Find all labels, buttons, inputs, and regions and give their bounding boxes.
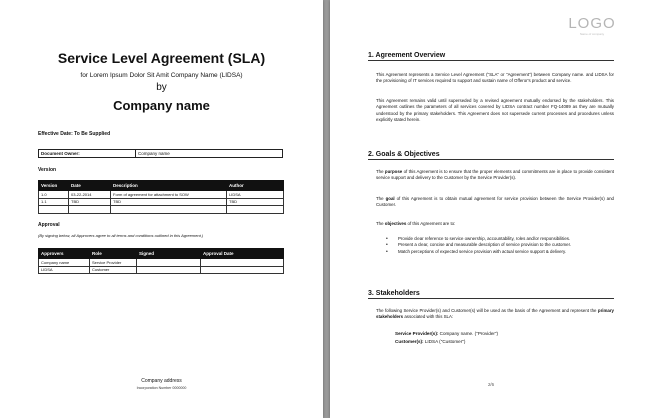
customer-line: Customer(s): LIDSA ("Customer") — [395, 339, 466, 344]
table-cell: TBD — [227, 198, 284, 206]
table-cell — [201, 266, 284, 274]
table-header-row — [39, 181, 284, 191]
table-cell: 03-22-2014 — [69, 191, 111, 199]
table-cell — [111, 206, 227, 214]
table-cell: TBD — [69, 198, 111, 206]
table-cell — [227, 206, 284, 214]
table-cell: Service Provider — [90, 259, 137, 267]
company-name: Company name — [113, 98, 210, 113]
table-row — [39, 266, 284, 274]
version-table — [38, 180, 284, 214]
table-cell: TBD — [111, 198, 227, 206]
table-header: Author — [227, 181, 284, 191]
table-header: Signed — [137, 249, 201, 259]
document-owner-label: Document Owner: — [39, 150, 136, 158]
paragraph: This Agreement remains valid until superseded by a revised agreement mutually endorsed by the stakeholders. This Agreement outlines the parameters of all services covered by LIDSA contract number FQ-14089 as they are mutually understood by the primary stakeholders. This Agreement does not supersede current processes and procedures unless explicitly stated herein. — [376, 98, 614, 122]
content-page — [330, 0, 652, 418]
approval-note: (By signing below, all Approvers agree to all terms and conditions outlined in this Agreement.) — [38, 233, 204, 238]
paragraph: The purpose of this Agreement is to ensure that the proper elements and commitments are in place to provide consistent service support and delivery to the Customer by the Service Provider(s). — [376, 169, 614, 181]
table-header: Version — [39, 181, 69, 191]
document-owner-value: Company name — [136, 150, 283, 158]
paragraph: The following Service Provider(s) and Customer(s) will be used as the basis of the Agreement and represent the primary stakeholders associated with this SLA: — [376, 308, 614, 320]
version-label: Version — [38, 167, 57, 173]
logo — [567, 15, 617, 36]
page-number: 2/6 — [487, 382, 495, 387]
table-cell: LIDSA — [39, 266, 90, 274]
list-item: • Present a clear, concise and measurable description of service provision to the customer. — [386, 242, 612, 248]
table-row — [39, 259, 284, 267]
effective-date: Effective Date: To Be Supplied — [38, 131, 111, 137]
section-heading: 2. Goals & Objectives — [368, 151, 614, 160]
document-title: Service Level Agreement (SLA) — [57, 50, 266, 66]
objectives-list — [386, 236, 612, 255]
list-item: • Provide clear reference to service ownership, accountability, roles and/or responsibilities. — [386, 236, 612, 242]
logo-text: LOGO — [568, 15, 616, 32]
table-row — [39, 191, 284, 199]
paragraph: The objectives of this Agreement are to: — [376, 221, 456, 226]
table-header: Date — [69, 181, 111, 191]
table-row — [39, 206, 284, 214]
service-provider-line: Service Provider(s): Company name. ("Provider") — [395, 331, 499, 336]
table-cell — [39, 206, 69, 214]
table-header: Approval Date — [201, 249, 284, 259]
company-address: Company address — [141, 378, 182, 384]
table-cell — [201, 259, 284, 267]
table-cell: LIDSA — [227, 191, 284, 199]
cover-footer — [0, 378, 323, 390]
incorporation-number: Incorporation Number 0000000 — [136, 386, 187, 390]
table-row — [39, 198, 284, 206]
table-cell: 1.0 — [39, 191, 69, 199]
table-header-row — [39, 249, 284, 259]
table-header: Description — [111, 181, 227, 191]
table-header: Role — [90, 249, 137, 259]
document-subtitle: for Lorem Ipsum Dolor Sit Amit Company Name (LIDSA) — [80, 72, 243, 79]
table-cell — [137, 259, 201, 267]
table-cell: Form of agreement for attachment to SOW — [111, 191, 227, 199]
table-header: Approvers — [39, 249, 90, 259]
approval-label: Approval — [38, 222, 60, 228]
by-label: by — [156, 82, 167, 93]
paragraph: This Agreement represents a Service Level Agreement ("SLA" or "Agreement") between Company name. and LIDSA for the provisioning of IT services required to support and sustain name of Offeror's product and service. — [376, 72, 614, 84]
table-cell: Customer — [90, 266, 137, 274]
list-item: • Match perceptions of expected service provision with actual service support & delivery. — [386, 249, 612, 255]
approval-table — [38, 248, 284, 274]
table-cell — [69, 206, 111, 214]
table-cell — [137, 266, 201, 274]
section-heading: 1. Agreement Overview — [368, 52, 614, 61]
section-heading: 3. Stakeholders — [368, 290, 614, 299]
table-cell: Company name — [39, 259, 90, 267]
cover-page — [0, 0, 323, 418]
table-cell: 1.1 — [39, 198, 69, 206]
logo-tagline: Name of company — [579, 32, 605, 36]
document-owner-table — [38, 149, 283, 158]
paragraph: The goal of this Agreement is to obtain mutual agreement for service provision between the Service Provider(s) and Customer. — [376, 196, 615, 208]
